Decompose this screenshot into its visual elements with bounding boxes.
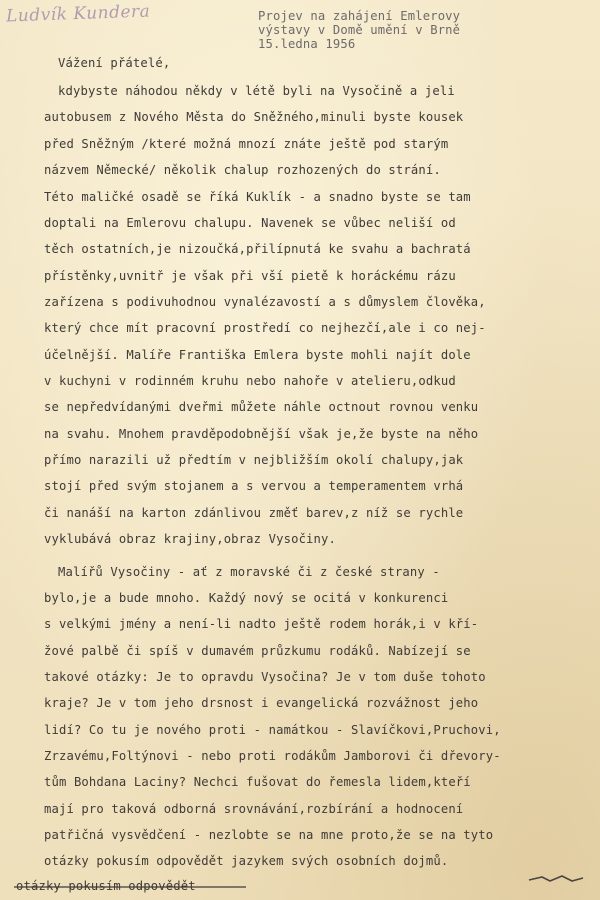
body-line: autobusem z Nového Města do Sněžného,minuli byste kousek: [44, 110, 464, 124]
crossed-out-mark: [528, 875, 584, 883]
body-line: či nanáší na karton zdánlivou změť barev,z níž se rychle: [44, 506, 464, 520]
strikethrough-line: [14, 884, 246, 890]
body-line: Zrzavému,Foltýnovi - nebo proti rodákům Jamborovi či dřevory-: [44, 749, 501, 763]
body-line: který chce mít pracovní prostředí co nejhezčí,ale i co nej-: [44, 321, 486, 335]
body-line: kraje? Je v tom jeho drsnost i evangelická rozvážnost jeho: [44, 696, 479, 710]
body-line: patřičná vysvědčení - nezlobte se na mne proto,že se na tyto: [44, 828, 494, 842]
salutation: Vážení přátelé,: [58, 56, 171, 70]
body-line: mají pro taková odborná srovnávání,rozbírání a hodnocení: [44, 802, 464, 816]
body-line: stojí před svým stojanem a s vervou a temperamentem vrhá: [44, 479, 464, 493]
body-line: na svahu. Mnohem pravděpodobnější však je,že byste na něho: [44, 427, 479, 441]
body-line: Malířů Vysočiny - ať z moravské či z české strany -: [58, 565, 440, 579]
body-line: tům Bohdana Laciny? Nechci fušovat do řemesla lidem,kteří: [44, 775, 471, 789]
body-line: takové otázky: Je to opravdu Vysočina? Je v tom duše tohoto: [44, 670, 486, 684]
body-line: Této maličké osadě se říká Kuklík - a snadno byste se tam: [44, 190, 471, 204]
body-line-repeated: otázky pokusím odpovědět: [16, 879, 196, 893]
body-line: v kuchyni v rodinném kruhu nebo nahoře v atelieru,odkud: [44, 374, 456, 388]
header-line-2: výstavy v Domě umění v Brně: [258, 23, 461, 37]
body-line: účelnější. Malíře Františka Emlera byste mohli najít dole: [44, 348, 471, 362]
body-line: zařízena s podivuhodnou vynalézavostí a s důmyslem člověka,: [44, 295, 486, 309]
header-line-3: 15.ledna 1956: [258, 37, 356, 51]
body-line: se nepředvídanými dveřmi můžete náhle octnout rovnou venku: [44, 400, 479, 414]
header-line-1: Projev na zahájení Emlerovy: [258, 9, 461, 23]
body-line: přístěnky,uvnitř je však při vší pietě k horáckému rázu: [44, 269, 456, 283]
body-line: před Sněžným /které možná mnozí znáte ještě pod starým: [44, 137, 449, 151]
body-line: žové palbě či spíš v dumavém průzkumu rodáků. Nabízejí se: [44, 644, 471, 658]
handwritten-signature: Ludvík Kundera: [5, 1, 151, 27]
body-line: lidí? Co tu je nového proti - namátkou - Slavíčkovi,Pruchovi,: [44, 723, 501, 737]
body-line: přímo narazili už předtím v nejbližším okolí chalupy,jak: [44, 453, 464, 467]
body-line: názvem Německé/ několik chalup rozhozených do strání.: [44, 163, 441, 177]
body-line: s velkými jmény a není-li nadto ještě rodem horák,i v kří-: [44, 617, 479, 631]
body-line: těch ostatních,je nizoučká,přilípnutá ke svahu a bachratá: [44, 242, 471, 256]
body-line: bylo,je a bude mnoho. Každý nový se ocitá v konkurenci: [44, 591, 449, 605]
body-line: vyklubává obraz krajiny,obraz Vysočiny.: [44, 532, 337, 546]
body-line: kdybyste náhodou někdy v létě byli na Vysočině a jeli: [58, 84, 455, 98]
body-line: otázky pokusím odpovědět jazykem svých osobních dojmů.: [44, 854, 449, 868]
body-line: doptali na Emlerovu chalupu. Navenek se vůbec neliší od: [44, 216, 456, 230]
